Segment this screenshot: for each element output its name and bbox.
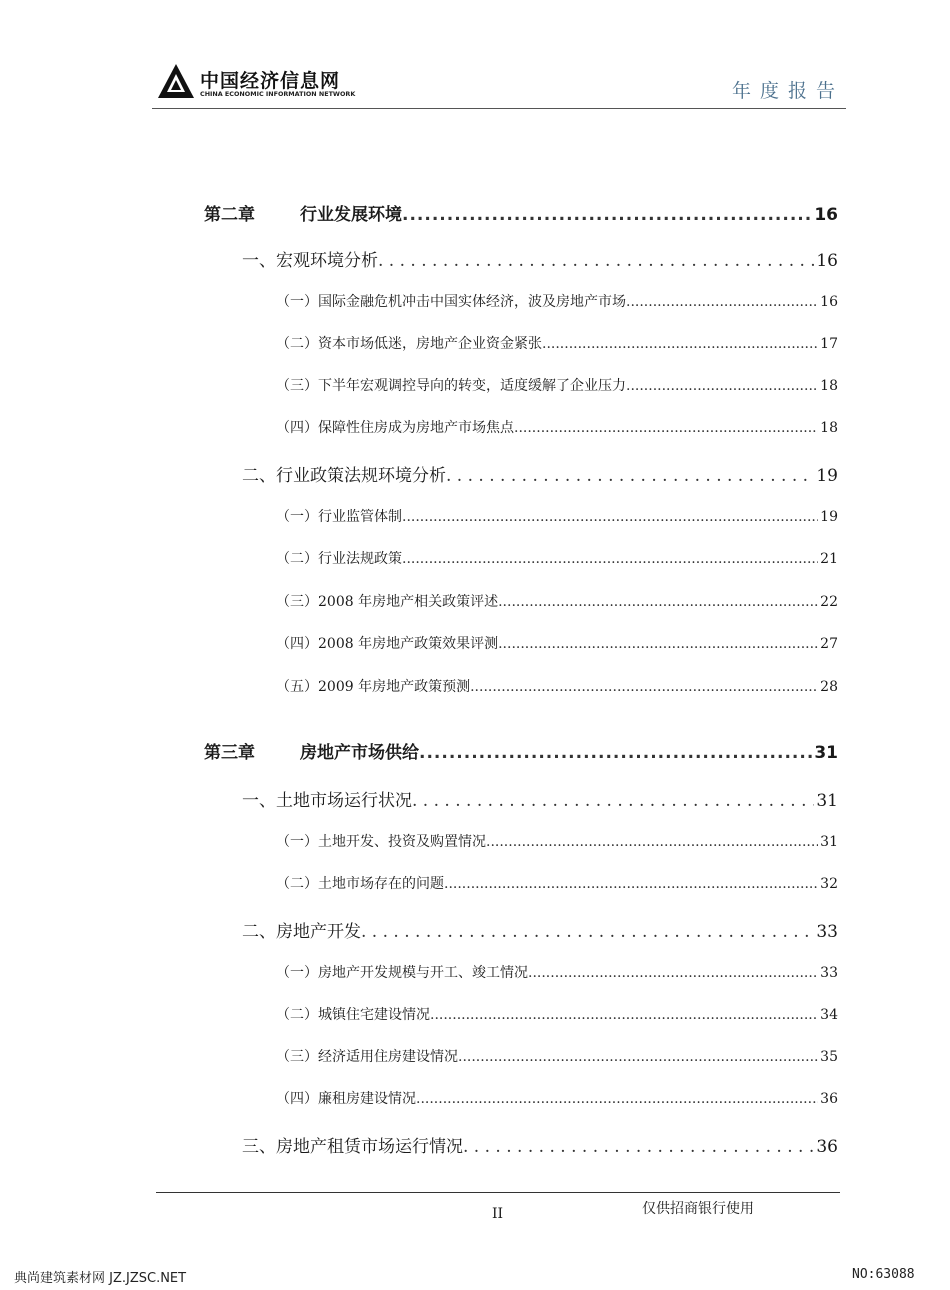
toc-entry-sub[interactable]	[276, 831, 838, 851]
toc-entry-title: （三）2008 年房地产相关政策评述	[276, 594, 499, 610]
toc-entry-sub[interactable]	[276, 417, 838, 437]
toc-entry-title: （一）国际金融危机冲击中国实体经济，波及房地产市场	[276, 294, 626, 310]
dot-leader	[498, 594, 818, 610]
toc-entry-title: （四）廉租房建设情况	[276, 1091, 416, 1107]
dot-leader	[419, 743, 812, 763]
toc-entry-sub[interactable]	[276, 375, 838, 395]
toc-page-number: 27	[820, 636, 838, 652]
dot-leader	[626, 294, 818, 310]
dot-leader	[626, 378, 818, 394]
footer-divider	[156, 1192, 840, 1193]
page-header	[0, 0, 950, 112]
toc-page-number: 31	[820, 834, 838, 850]
toc-entry-title: （一）土地开发、投资及购置情况	[276, 834, 486, 850]
toc-entry-chapter[interactable]	[204, 200, 838, 225]
toc-entry-section[interactable]	[242, 461, 838, 486]
toc-page-number: 32	[820, 876, 838, 892]
toc-page-number: 17	[820, 336, 838, 352]
toc-entry-chapter[interactable]	[204, 738, 838, 763]
dot-leader	[444, 876, 818, 892]
toc-entry-sub[interactable]	[276, 291, 838, 311]
toc-entry-title: 一、宏观环境分析	[242, 251, 378, 271]
toc-entry-sub[interactable]	[276, 873, 838, 893]
dot-leader	[514, 420, 818, 436]
chapter-label	[204, 738, 419, 763]
usage-note: 仅供招商银行使用	[642, 1201, 754, 1217]
toc-entry-title: （二）行业法规政策	[276, 551, 402, 567]
chapter-title: 行业发展环境	[300, 205, 402, 225]
toc-page-number: 19	[816, 466, 838, 486]
toc-entry-sub[interactable]	[276, 633, 838, 653]
dot-leader	[486, 834, 818, 850]
toc-page-number: 36	[816, 1137, 838, 1157]
dot-leader	[542, 336, 818, 352]
dot-leader	[498, 636, 818, 652]
toc-page-number: 19	[820, 509, 838, 525]
toc-page-number: 33	[820, 965, 838, 981]
dot-leader	[463, 1137, 814, 1157]
toc-entry-title: （五）2009 年房地产政策预测	[276, 679, 471, 695]
dot-leader	[361, 922, 814, 942]
toc-entry-section[interactable]	[242, 1132, 838, 1157]
toc-entry-sub[interactable]	[276, 962, 838, 982]
toc-entry-section[interactable]	[242, 917, 838, 942]
cei-logo-mark-icon	[156, 62, 196, 102]
toc-page-number: 31	[816, 791, 838, 811]
toc-entry-sub[interactable]	[276, 1046, 838, 1066]
toc-page-number: 34	[820, 1007, 838, 1023]
toc-entry-title: 一、土地市场运行状况	[242, 791, 412, 811]
chapter-label	[204, 200, 402, 225]
toc-entry-title: （二）土地市场存在的问题	[276, 876, 444, 892]
toc-page-number: 16	[816, 251, 838, 271]
toc-entry-sub[interactable]	[276, 548, 838, 568]
toc-entry-title: 二、行业政策法规环境分析	[242, 466, 446, 486]
toc-entry-section[interactable]	[242, 246, 838, 271]
toc-entry-sub[interactable]	[276, 676, 838, 696]
toc-page-number: 16	[814, 205, 838, 225]
dot-leader	[378, 251, 814, 271]
toc-entry-sub[interactable]	[276, 591, 838, 611]
toc-page-number: 21	[820, 551, 838, 567]
toc-entry-title: 三、房地产租赁市场运行情况	[242, 1137, 463, 1157]
dot-leader	[402, 551, 818, 567]
toc-entry-sub[interactable]	[276, 333, 838, 353]
chapter-number: 第二章	[204, 205, 255, 225]
toc-entry-section[interactable]	[242, 786, 838, 811]
dot-leader	[430, 1007, 818, 1023]
toc-entry-title: 二、房地产开发	[242, 922, 361, 942]
toc-page-number: 36	[820, 1091, 838, 1107]
toc-entry-title: （三）经济适用住房建设情况	[276, 1049, 458, 1065]
toc-page-number: 31	[814, 743, 838, 763]
toc-page-number: 33	[816, 922, 838, 942]
toc-entry-sub[interactable]	[276, 1004, 838, 1024]
dot-leader	[412, 791, 814, 811]
page-number: II	[492, 1206, 504, 1222]
dot-leader	[446, 466, 814, 486]
toc-page-number: 18	[820, 378, 838, 394]
logo-chinese-name: 中国经济信息网	[200, 70, 341, 92]
dot-leader	[402, 509, 818, 525]
toc-entry-title: （二）资本市场低迷，房地产企业资金紧张	[276, 336, 542, 352]
toc-entry-title: （一）行业监管体制	[276, 509, 402, 525]
toc-page-number: 16	[820, 294, 838, 310]
chapter-number: 第三章	[204, 743, 255, 763]
toc-page-number: 22	[820, 594, 838, 610]
toc-entry-sub[interactable]	[276, 506, 838, 526]
annual-report-label: 年度报告	[732, 80, 845, 102]
toc-page-number: 18	[820, 420, 838, 436]
dot-leader	[416, 1091, 818, 1107]
watermark-id: NO:63088	[852, 1267, 915, 1282]
dot-leader	[458, 1049, 818, 1065]
toc-page-number: 35	[820, 1049, 838, 1065]
toc-entry-title: （四）2008 年房地产政策效果评测	[276, 636, 499, 652]
toc-entry-title: （四）保障性住房成为房地产市场焦点	[276, 420, 514, 436]
header-divider	[152, 108, 846, 109]
dot-leader	[528, 965, 818, 981]
cei-logo	[156, 62, 356, 102]
toc-entry-title: （一）房地产开发规模与开工、竣工情况	[276, 965, 528, 981]
dot-leader	[402, 205, 812, 225]
toc-entry-sub[interactable]	[276, 1088, 838, 1108]
watermark-site: 典尚建筑素材网 JZ.JZSC.NET	[14, 1271, 187, 1286]
dot-leader	[470, 679, 818, 695]
chapter-title: 房地产市场供给	[300, 743, 419, 763]
toc-page-number: 28	[820, 679, 838, 695]
toc-entry-title: （三）下半年宏观调控导向的转变，适度缓解了企业压力	[276, 378, 626, 394]
toc-entry-title: （二）城镇住宅建设情况	[276, 1007, 430, 1023]
logo-english-name: CHINA ECONOMIC INFORMATION NETWORK	[200, 90, 356, 98]
